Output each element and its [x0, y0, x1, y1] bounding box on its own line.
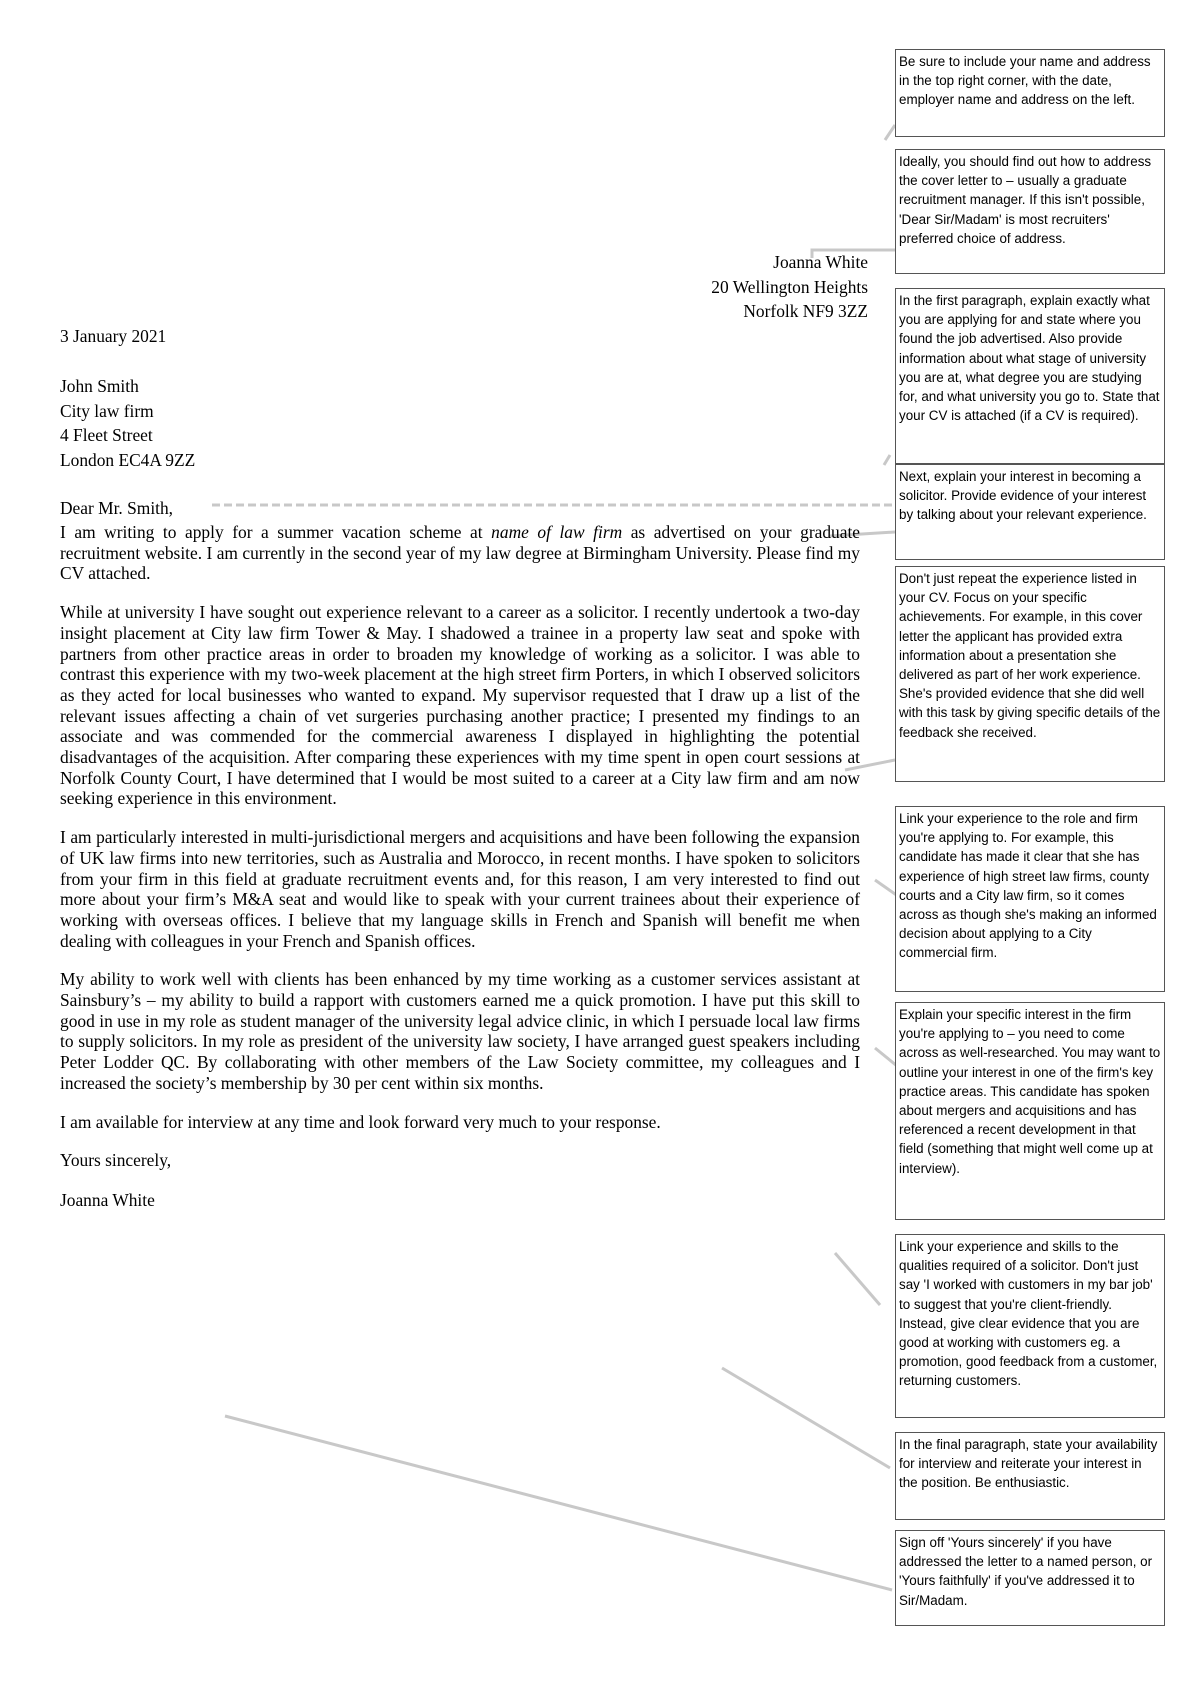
note-firm-interest: Explain your specific interest in the firm you're applying to – you need to come across as well-researched. You may want to outline your interest in one of the firm's key practice areas. This candidate has spoken about mergers and acquisitions and has referenced a recent development in that field (something that might well come up at interview).	[895, 1002, 1165, 1220]
note-final-paragraph: In the final paragraph, state your availability for interview and reiterate your interest in the position. Be enthusiastic.	[895, 1432, 1165, 1520]
connector-note-10	[722, 1368, 890, 1468]
letter-date: 3 January 2021	[60, 326, 167, 346]
note-interest: Next, explain your interest in becoming a solicitor. Provide evidence of your interest by talking about your relevant experience.	[895, 464, 1165, 560]
paragraph-2: While at university I have sought out experience relevant to a career as a solicitor. I recently undertook a two-day insight placement at City law firm Tower & May. I shadowed a trainee in a property law seat and spoke with partners from other practice areas in order to broaden my knowledge of working as a solicitor. I was able to contrast this experience with my two-week placement at the high street firm Porters, in which I observed solicitors as they acted for local businesses who wanted to expand. My supervisor requested that I draw up a list of the relevant issues affecting a chain of vet surgeries purchasing another practice; I presented my findings to an associate and was commended for the commercial awareness I displayed in highlighting the potential disadvantages of the acquisition. After comparing these experiences with my time spent in open court sessions at Norfolk County Court, I have determined that I would be most suited to a career at a City law firm and am now seeking experience in this environment.	[60, 602, 860, 809]
note-first-paragraph: In the first paragraph, explain exactly what you are applying for and state where you found the job advertised. Also provide information about what stage of university you are at, what degree you are studying for, and what university you go to. State that your CV is attached (if a CV is required).	[895, 288, 1165, 464]
note-skills: Link your experience and skills to the qualities required of a solicitor. Don't just say 'I worked with customers in my bar job' to suggest that you're client-friendly. Instead, give clear evidence that you are good at working with customers eg. a promotion, good feedback from a customer, returning customers.	[895, 1234, 1165, 1418]
paragraph-1-before: I am writing to apply for a summer vacation scheme at	[60, 522, 492, 542]
salutation: Dear Mr. Smith,	[60, 498, 174, 518]
connector-note-1	[885, 125, 895, 140]
signature: Joanna White	[60, 1189, 155, 1210]
recipient-company: City law firm	[60, 400, 154, 421]
paragraph-1-emphasis: name of law firm	[491, 522, 623, 542]
connector-note-9	[835, 1253, 880, 1305]
sender-address	[560, 250, 868, 324]
letter-body	[60, 522, 860, 1211]
recipient-name: John Smith	[60, 376, 139, 396]
recipient-city: London EC4A 9ZZ	[60, 449, 196, 470]
note-addressee: Ideally, you should find out how to address the cover letter to – usually a graduate recruitment manager. If this isn't possible, 'Dear Sir/Madam' is most recruiters' preferred choice of address.	[895, 149, 1165, 274]
recipient-street: 4 Fleet Street	[60, 425, 153, 446]
connector-note-11	[225, 1416, 892, 1590]
note-address-placement: Be sure to include your name and address in the top right corner, with the date, employer name and address on the left.	[895, 49, 1165, 137]
sender-name: Joanna White	[773, 252, 868, 272]
paragraph-3: I am particularly interested in multi-jurisdictional mergers and acquisitions and have been following the expansion of UK law firms into new territories, such as Australia and Morocco, in recent months. I have spoken to solicitors from your firm in this field at graduate recruitment events and, for this reason, I am very interested to find out more about your firm’s M&A seat and would like to speak with your current trainees about their experience of working with overseas offices. I believe that my language skills in French and Spanish will benefit me when dealing with colleagues in your French and Spanish offices.	[60, 827, 860, 951]
paragraph-1-after: as advertised on your graduate recruitment website. I am currently in the second year of my law degree at Birmingham University. Please find my CV attached.	[60, 522, 861, 584]
note-link-experience: Link your experience to the role and firm you're applying to. For example, this candidate has made it clear that she has experience of high street law firms, county courts and a City law firm, so it comes across as though she's making an informed decision about applying to a City commercial firm.	[895, 806, 1165, 992]
paragraph-1	[60, 522, 860, 584]
sender-address-line2: Norfolk NF9 3ZZ	[743, 301, 868, 322]
paragraph-4: My ability to work well with clients has been enhanced by my time working as a customer services assistant at Sainsbury’s – my ability to build a rapport with customers earned me a quick promotion. I have put this skill to good in use in my role as student manager of the university legal advice clinic, in which I persuade local law firms to supply solicitors. In my role as president of the university law society, I have arranged guest speakers including Peter Lodder QC. By collaborating with other members of the Law Society committee, my colleagues and I increased the society’s membership by 30 per cent within six months.	[60, 969, 860, 1093]
note-sign-off: Sign off 'Yours sincerely' if you have addressed the letter to a named person, or 'Yours faithfully' if you've addressed it to Sir/Madam.	[895, 1530, 1165, 1626]
recipient-address	[60, 374, 195, 472]
note-achievements: Don't just repeat the experience listed in your CV. Focus on your specific achievements. For example, in this cover letter the applicant has provided extra information about a presentation she delivered as part of her work experience. She's provided evidence that she did well with this task by giving specific details of the feedback she received.	[895, 566, 1165, 782]
sender-address-line1: 20 Wellington Heights	[711, 276, 868, 297]
signoff: Yours sincerely,	[60, 1150, 172, 1171]
connector-note-3	[884, 455, 890, 465]
paragraph-5: I am available for interview at any time and look forward very much to your response.	[60, 1111, 661, 1132]
